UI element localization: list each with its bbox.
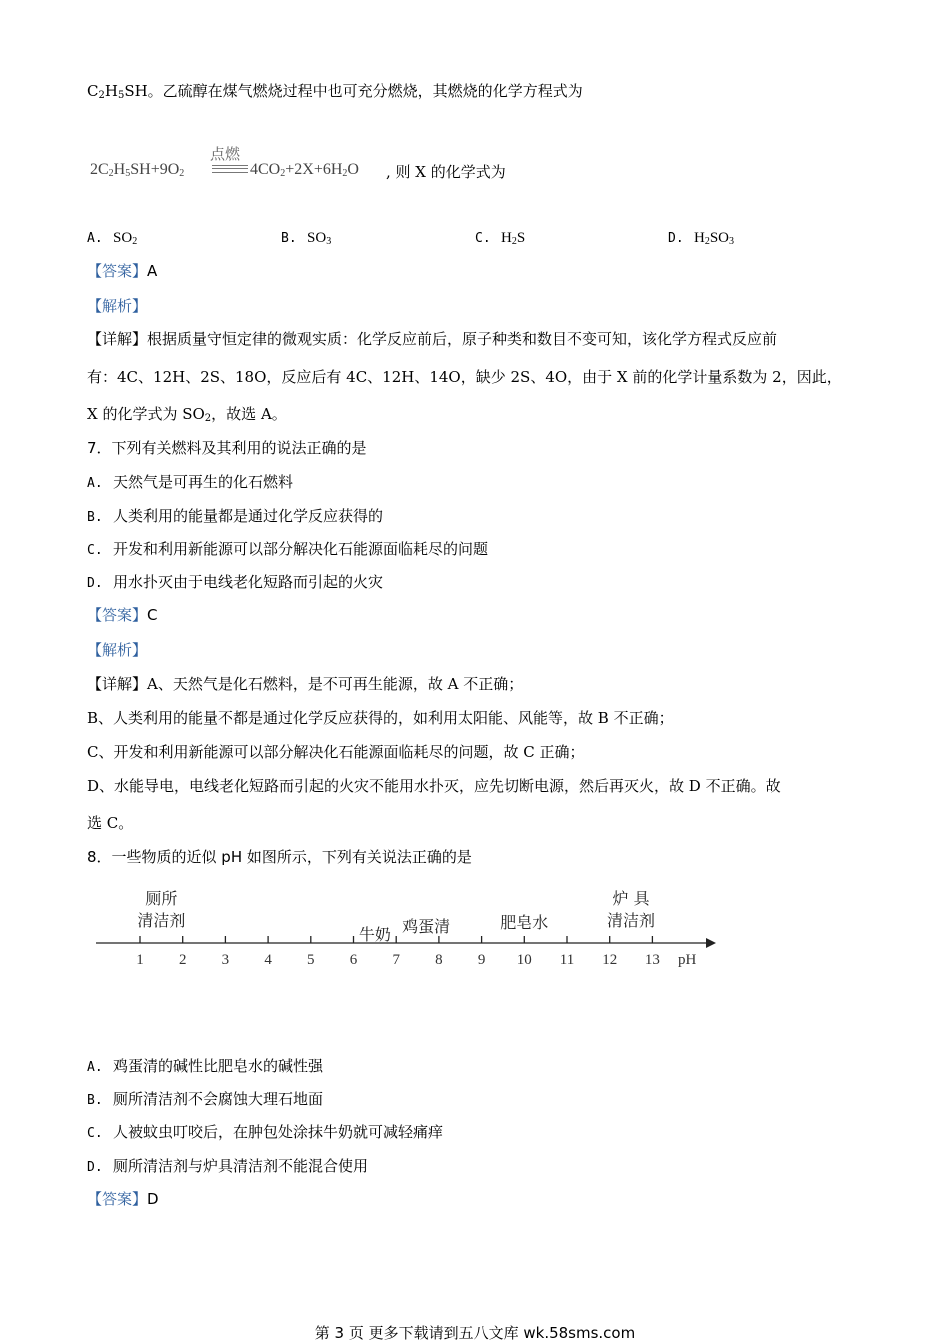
ph-tick-label-9: 9 — [477, 952, 486, 968]
ph-annotation-4-line2: 清洁剂 — [607, 911, 656, 930]
q8-answer: 【答案】D — [87, 1190, 159, 1208]
ph-tick-label-6: 6 — [349, 952, 358, 968]
page-footer: 第 3 页 更多下载请到五八文库 wk.58sms.com — [314, 1324, 636, 1342]
q6-intro-text: SH。乙硫醇在煤气燃烧过程中也可充分燃烧，其燃烧的化学方程式为 — [124, 82, 583, 100]
q7-analysis-tag: 【解析】 — [87, 641, 148, 659]
q6-option-a: A. $SO_2$ — [87, 230, 138, 247]
ph-scale-figure — [0, 880, 950, 980]
ph-annotation-1-line1: 牛奶 — [358, 925, 391, 944]
ph-axis-arrow — [706, 938, 716, 948]
q7-detail-line-3: C、开发和利用新能源可以部分解决化石能源面临耗尽的问题，故 C 正确； — [87, 743, 585, 761]
q6-option-b: B. $SO_3$ — [281, 230, 332, 247]
ph-tick-label-11: 11 — [559, 952, 575, 968]
equation-left: $2C_2H_5SH+9O_2$ — [90, 161, 185, 179]
q7-detail-line-5: 选 C。 — [87, 814, 134, 832]
q7-option-b: B. 人类利用的能量都是通过化学反应获得的 — [87, 507, 384, 525]
q6-detail-line-1: 【详解】根据质量守恒定律的微观实质：化学反应前后，原子种类和数目不变可知，该化学方程式反应前 — [87, 330, 778, 348]
q8-option-b: B. 厕所清洁剂不会腐蚀大理石地面 — [87, 1090, 324, 1108]
q7-detail-line-2: B、人类利用的能量不都是通过化学反应获得的，如利用太阳能、风能等，故 B 不正确； — [87, 709, 674, 727]
ph-tick-label-2: 2 — [178, 952, 187, 968]
equals-sign — [212, 165, 248, 173]
ph-scale-svg — [0, 880, 950, 980]
q7-option-d: D. 用水扑灭由于电线老化短路而引起的火灾 — [87, 573, 384, 591]
ph-tick-label-5: 5 — [307, 952, 315, 968]
ph-tick-label-13: 13 — [644, 952, 660, 968]
q6-intro — [87, 81, 583, 101]
ph-tick-label-8: 8 — [435, 952, 443, 968]
ph-tick-label-10: 10 — [516, 952, 532, 968]
equation-condition: 点燃 — [210, 145, 241, 163]
q6-analysis-tag: 【解析】 — [87, 297, 148, 315]
q7-detail-line-4: D、水能导电，电线老化短路而引起的火灾不能用水扑灭，应先切断电源，然后再灭火，故 D 不正确。故 — [87, 777, 781, 795]
q8-option-a: A. 鸡蛋清的碱性比肥皂水的碱性强 — [87, 1057, 324, 1075]
ph-annotation-0-line2: 清洁剂 — [137, 911, 186, 930]
ph-annotation-2-line1: 鸡蛋清 — [402, 917, 451, 936]
ph-annotation-3-line1: 肥皂水 — [500, 913, 549, 932]
ph-tick-label-3: 3 — [221, 952, 230, 968]
ph-tick-label-4: 4 — [264, 952, 272, 968]
ph-tick-label-7: 7 — [392, 952, 400, 968]
q7-stem: 7．下列有关燃料及其利用的说法正确的是 — [87, 439, 367, 457]
q6-option-c: C. $H_2S$ — [475, 230, 526, 247]
ph-axis-label: pH — [678, 952, 697, 968]
q7-option-a: A. 天然气是可再生的化石燃料 — [87, 473, 294, 491]
q6-detail-line-2: 有：4C、12H、2S、18O，反应后有 4C、12H、14O，缺少 2S、4O，由于 X 前的化学计量系数为 2，因此， — [87, 368, 842, 386]
q8-option-c: C. 人被蚊虫叮咬后，在肿包处涂抹牛奶就可减轻痛痒 — [87, 1123, 444, 1141]
q7-answer: 【答案】C — [87, 606, 158, 624]
equation-right: $4CO_2+2X+6H_2O$ — [250, 161, 359, 179]
q6-option-d: D. $H_2SO_3$ — [668, 230, 735, 247]
ph-tick-label-12: 12 — [602, 952, 618, 968]
equation-tail: , 则 X 的化学式为 — [386, 163, 506, 181]
q6-detail-line-3: X 的化学式为 $SO_2$，故选 A。 — [87, 405, 287, 424]
q6-intro-formula: $C_2H_5$ — [87, 82, 125, 101]
q6-answer: 【答案】A — [87, 262, 158, 280]
q7-detail-line-1: 【详解】A、天然气是化石燃料，是不可再生能源，故 A 不正确； — [87, 675, 524, 693]
ph-annotation-0-line1: 厕所 — [145, 889, 178, 908]
q8-stem: 8．一些物质的近似 pH 如图所示，下列有关说法正确的是 — [87, 848, 472, 866]
q8-option-d: D. 厕所清洁剂与炉具清洁剂不能混合使用 — [87, 1157, 369, 1175]
ph-tick-label-1: 1 — [136, 952, 144, 968]
q7-option-c: C. 开发和利用新能源可以部分解决化石能源面临耗尽的问题 — [87, 540, 489, 558]
ph-annotation-4-line1: 炉 具 — [612, 889, 650, 908]
